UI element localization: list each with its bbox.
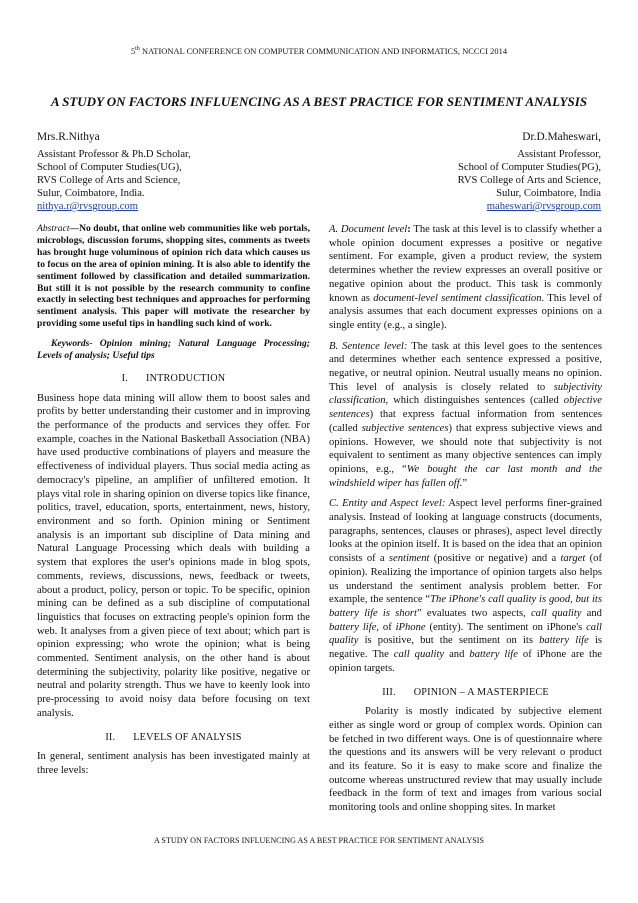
text-run: and (444, 649, 470, 661)
intro-paragraph: Business hope data mining will allow them to boost sales and profits by better understanding their customer and in improving the performance of the products and services they offer. For example, coaches in the National Basketball Association (NBA) have used productive combinations of players and measure the effectiveness of individual players. Thus social media acting as democracy's pipeline, an amplifier of unfiltered emotion. It plays vital role in sharing opinion on diverse topics like finance, politics, travel, education, sports, entertainment, news, history, environment and so forth. Opinion mining or Sentiment analysis is an important sub discipline of Data mining and Natural Language Processing which deals with building a system that explores the user's opinions made in blog spots, comments, reviews, discussions, news, feedback or tweets, about a product, policy, person or topic. To be specific, opinion mining can be defined as a sub discipline of computational linguistics that focuses on extracting people's opinion form the web. It analyses from a given piece of text about; which part is opinion expressing; who wrote the opinion; what is being commented. Sentiment analysis, on the other hand is about determining the subjectivity, polarity like positive, negative or neutral and polarity strength. Thus we have to keenly look into pre-processing to avoid noisy data before focusing on text analysis. (37, 392, 310, 719)
emphasis: subjective sentences (361, 422, 449, 434)
text-run: ” evaluates two aspects, (416, 607, 531, 619)
text-run: which distinguishes sentences (called (388, 395, 564, 407)
header-ordinal-suffix: th (135, 46, 140, 52)
page-footer: A STUDY ON FACTORS INFLUENCING AS A BEST PRACTICE FOR SENTIMENT ANALYSIS (154, 836, 484, 845)
keywords: Keywords- Opinion mining; Natural Language Processing; Levels of analysis; Useful tips (37, 338, 310, 362)
author-left-line: School of Computer Studies(UG), (37, 162, 182, 173)
emphasis: subjectivity classification, (329, 381, 602, 407)
right-column (329, 223, 602, 822)
author-right-line: RVS College of Arts and Science, (457, 175, 601, 186)
author-right-line: Sulur, Coimbatore, India (496, 188, 601, 199)
emphasis: battery life (329, 621, 377, 633)
opinion-paragraph: Polarity is mostly indicated by subjective element either as single word or group of complex words. Opinion can be fetched in two different ways. One is of questionnaire where the questions and its answers will be very relevant o product and its feature. So it is easy to make score and finalize the outcome whereas unstructured review that may usually include feedback in the form of text and images from various social monitoring tools and online shopping sites. In market (329, 706, 602, 814)
author-left-email[interactable]: nithya.r@rvsgroup.com (37, 201, 138, 212)
author-left-name: Mrs.R.Nithya (37, 131, 100, 143)
section-number: II. (105, 731, 116, 743)
levels-intro-paragraph: In general, sentiment analysis has been investigated mainly at three levels: (37, 751, 310, 776)
document-level-paragraph (329, 223, 602, 333)
emphasis: sentiment (388, 553, 430, 565)
section-number: I. (121, 372, 128, 384)
emphasis: iPhone (395, 621, 426, 633)
emphasis: objective sentences (329, 395, 602, 421)
abstract-lead: Abstract (37, 223, 70, 234)
sentence-level-paragraph (329, 340, 602, 491)
author-right-line: Assistant Professor, (517, 149, 601, 160)
paper-title: A STUDY ON FACTORS INFLUENCING AS A BEST PRACTICE FOR SENTIMENT ANALYSIS (50, 94, 588, 109)
text-run: The task at this level is to classify whether a whole opinion document expresses a positive or negative sentiment. For example, given a product review, the system determines whether the review expresses an overall positive or negative opinion about the product. This task is commonly known as (329, 224, 603, 304)
header-ordinal: 5 (130, 46, 136, 56)
section-heading-introduction (37, 372, 310, 386)
document-level-colon: : (407, 224, 411, 235)
conference-header (0, 46, 638, 56)
emphasis: We bought the car last month and the windshield wiper has fallen off. (329, 463, 602, 489)
text-run: , of (376, 621, 396, 633)
section-title: OPINION – A MASTERPIECE (413, 686, 549, 698)
sentence-level-label: B. Sentence level: (329, 340, 408, 352)
section-heading-levels (37, 731, 310, 745)
text-run: The task at this level goes to the sentences and determines whether each sentence expressed a positive, negative, or neutral opinion. Neutral usually means no opinion. This level of analysis is closely related to (329, 340, 602, 393)
text-run: . This level of analysis assumes that each document expresses opinions on a single entity (e.g., a single). (329, 292, 602, 331)
author-right (331, 131, 601, 213)
document-level-label: A. Document level (329, 224, 408, 235)
author-left-line: Assistant Professor & Ph.D Scholar, (37, 149, 191, 160)
text-run: (positive or negative) and a (429, 553, 561, 565)
text-run: ) that express subjective views and opinions. However, we should note that subjectivity is not equivalent to sentiment as many objective sentences can imply opinions, e.g., “ (329, 422, 603, 475)
text-run: ” (462, 477, 468, 489)
author-right-name: Dr.D.Maheswari, (522, 131, 601, 143)
author-left-line: RVS College of Arts and Science, (37, 175, 181, 186)
abstract-text: —No doubt, that online web communities like web portals, microblogs, discussion forums, shopping sites, comments as tweets has brought huge voluminous of opinion rich data which causes us to focus on the area of opinion mining. It is also able to identify the sentiment followed by classification and detailed summarization. But still it is not possible by the research community to confine exactly in selecting best techniques and approaches for performing sentiment analysis. This paper will motivate the researcher by providing some useful tips in handling such kind of work. (37, 223, 310, 330)
emphasis: target (560, 553, 586, 565)
author-right-line: School of Computer Studies(PG), (457, 162, 601, 173)
author-right-email[interactable]: maheswari@rvsgroup.com (486, 201, 601, 212)
emphasis: call quality (530, 607, 582, 619)
author-left-line: Sulur, Coimbatore, India. (37, 188, 145, 199)
text-run: and (581, 607, 602, 619)
section-title: INTRODUCTION (145, 372, 226, 384)
text-run: (entity). The sentiment on iPhone's (425, 621, 587, 633)
text-run: is negative. The (329, 635, 603, 661)
emphasis: call quality (329, 621, 602, 647)
emphasis: document-level sentiment classification (373, 292, 542, 304)
section-heading-opinion (329, 686, 602, 700)
emphasis: battery life (469, 649, 518, 661)
text-run: is positive, but the sentiment on its (358, 635, 540, 647)
abstract (37, 223, 310, 330)
entity-level-label: C. Entity and Aspect level: (329, 498, 446, 510)
text-run: of iPhone are the opinion targets. (329, 649, 603, 674)
emphasis: The iPhone's call quality is good, but its battery life is short (329, 594, 602, 619)
section-number: III. (382, 686, 396, 698)
emphasis: call quality (393, 649, 445, 661)
emphasis: battery life (539, 635, 589, 647)
left-column (37, 223, 310, 785)
section-title: LEVELS OF ANALYSIS (133, 731, 242, 743)
text-run: Aspect level performs finer-grained analysis. Instead of looking at language constructs (documents, paragraphs, sentences, clauses or phrases), aspect level directly looks at the opinion itself. It is based on the idea that an opinion consists of a (329, 498, 602, 565)
text-run: (of opinion). Realizing the importance of opinion targets also helps us understand the sentiment analysis problem better. For example, the sentence “ (329, 553, 602, 606)
author-left (37, 131, 307, 213)
entity-level-paragraph (329, 497, 602, 675)
text-run: ) that express factual information from sentences (called (329, 409, 602, 434)
header-text: NATIONAL CONFERENCE ON COMPUTER COMMUNICATION AND INFORMATICS, NCCCI 2014 (139, 46, 508, 56)
